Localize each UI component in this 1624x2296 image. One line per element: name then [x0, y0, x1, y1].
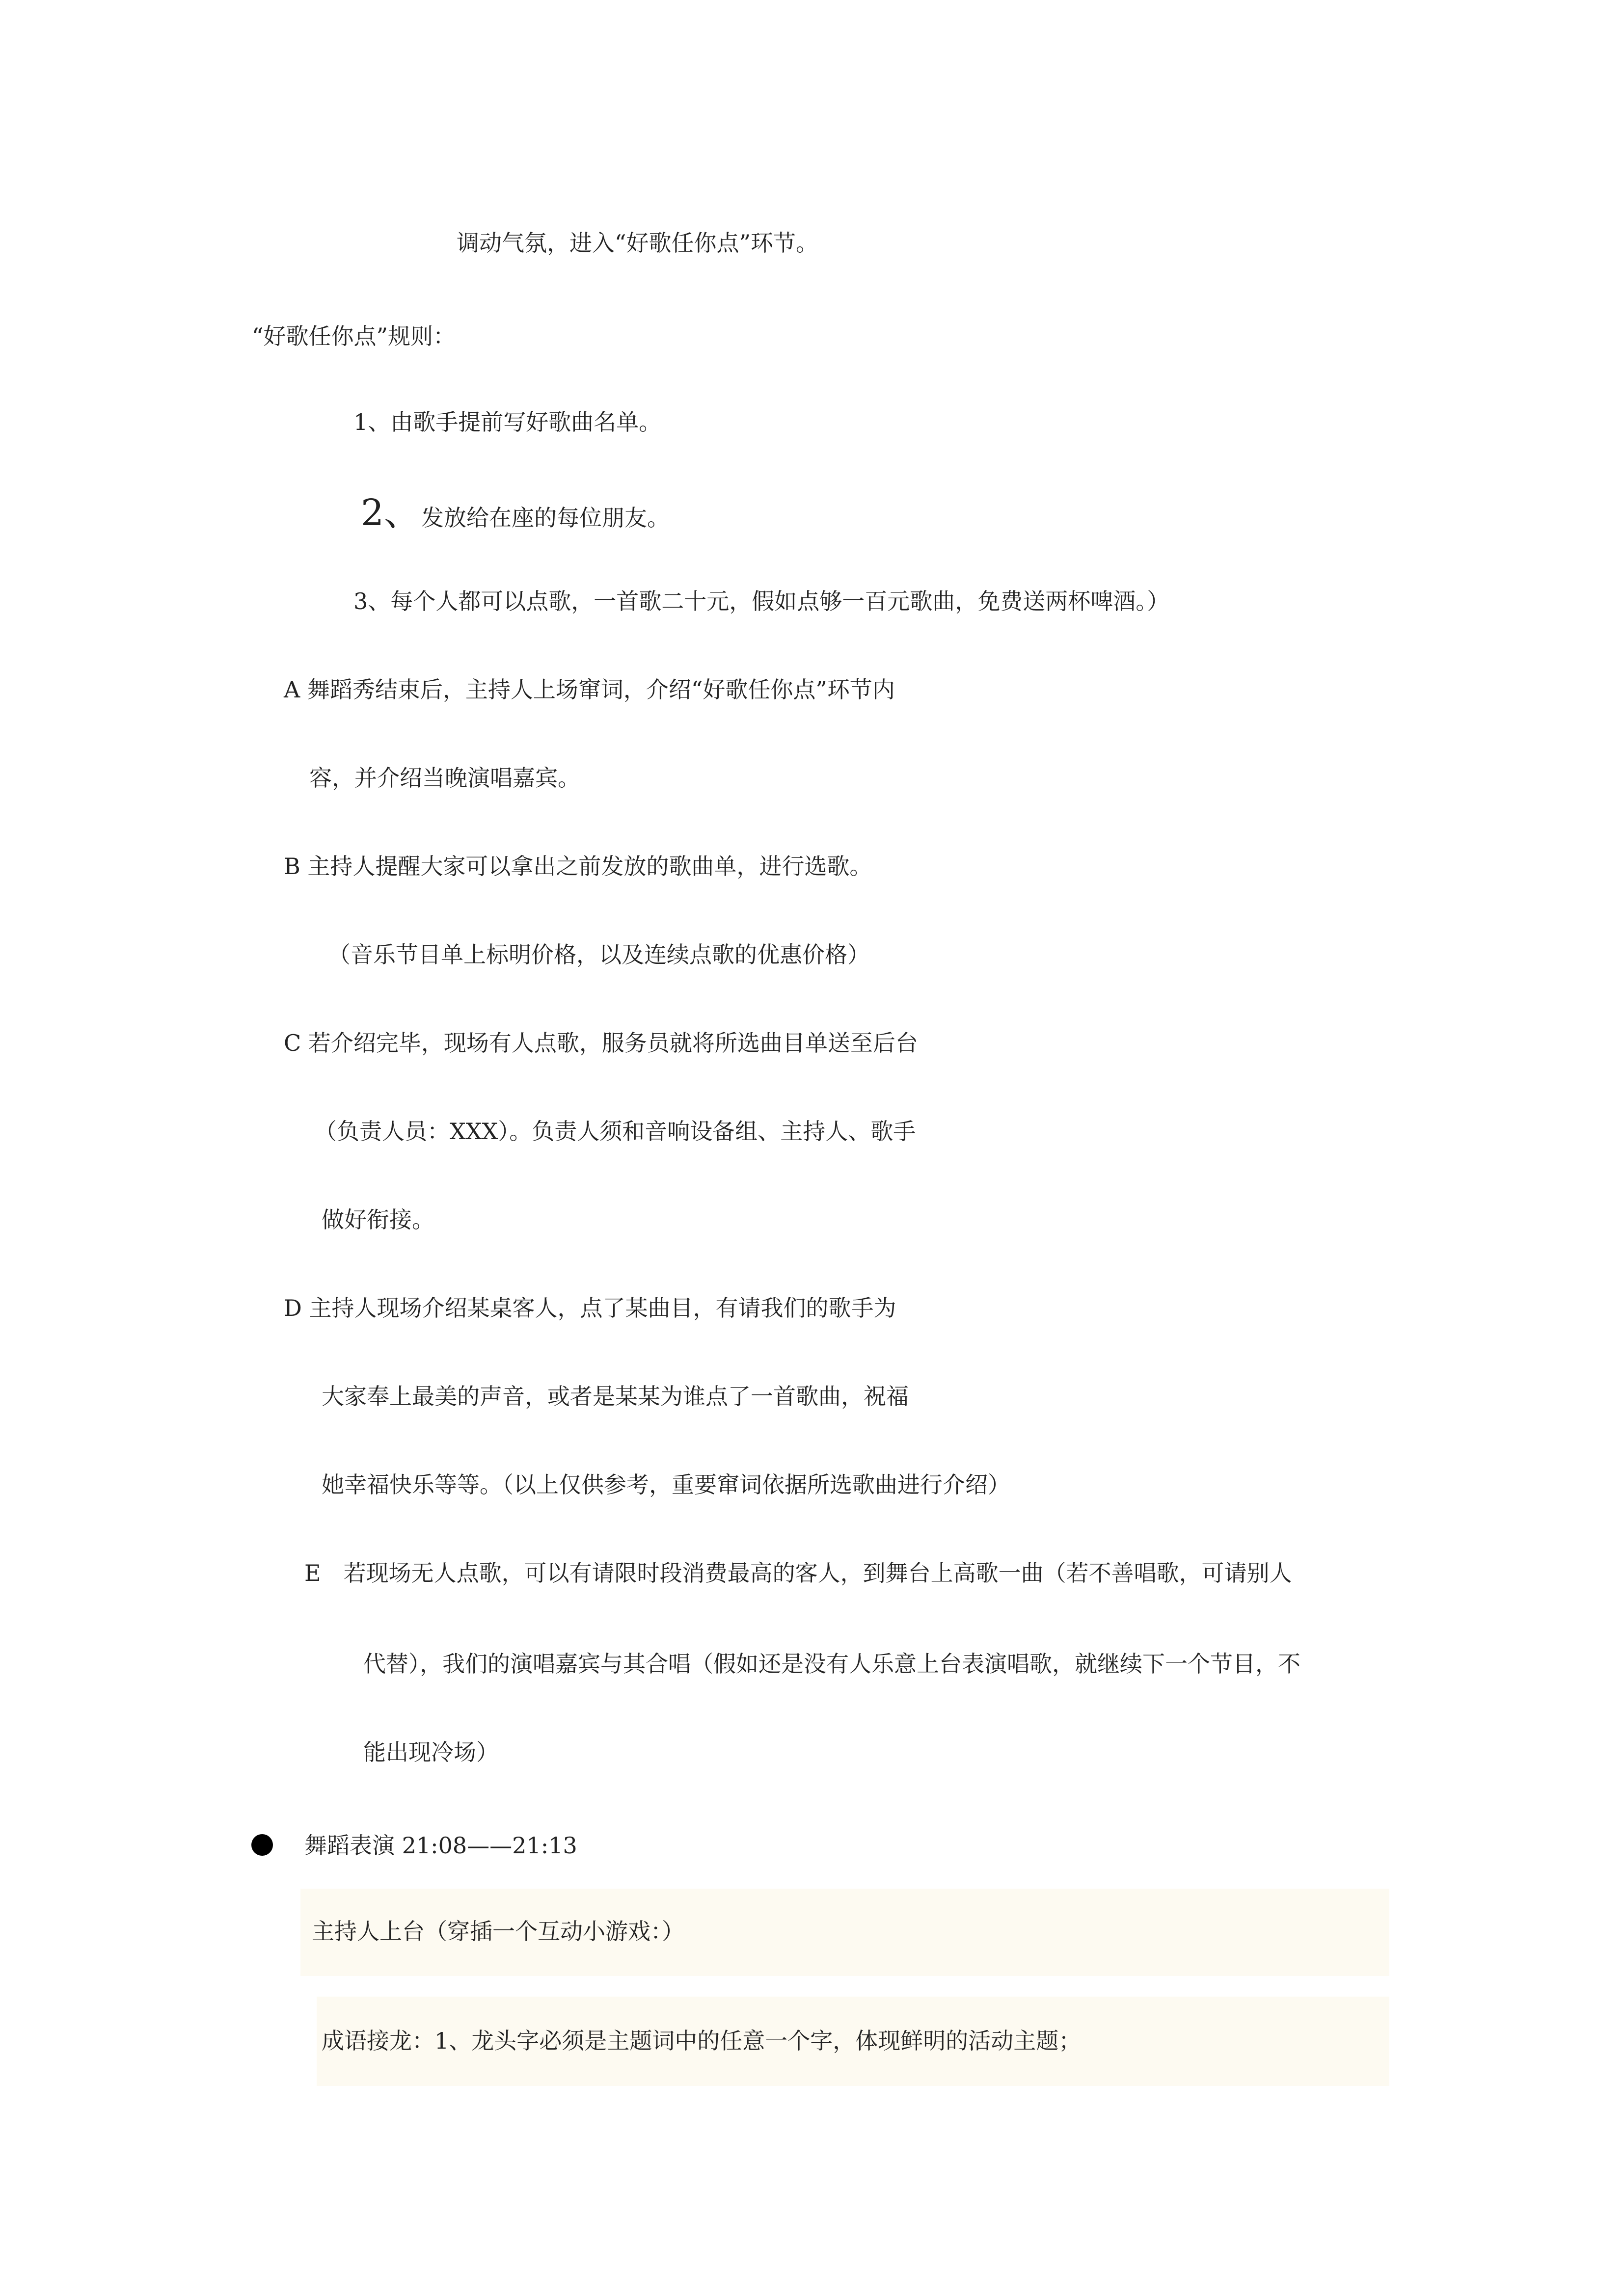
- rules-title: “好歌任你点”规则：: [252, 323, 456, 349]
- rule-item-1: 1、由歌手提前写好歌曲名单。: [353, 409, 662, 435]
- step-c-line-3: 做好衔接。: [322, 1206, 434, 1233]
- step-b-line-2: （音乐节目单上标明价格，以及连续点歌的优惠价格）: [328, 941, 870, 968]
- step-d-line-3: 她幸福快乐等等。（以上仅供参考，重要窜词依据所选歌曲进行介绍）: [322, 1471, 1010, 1498]
- rule-item-2-number: 2、: [361, 492, 421, 534]
- step-e-line-2: 代替），我们的演唱嘉宾与其合唱（假如还是没有人乐意上台表演唱歌，就继续下一个节目，不: [363, 1651, 1300, 1677]
- step-d-line-2: 大家奉上最美的声音，或者是某某为谁点了一首歌曲，祝福: [322, 1383, 909, 1410]
- step-c-line-2: （负责人员：XXX）。负责人须和音响设备组、主持人、歌手: [314, 1118, 916, 1145]
- step-b-line-1: B 主持人提醒大家可以拿出之前发放的歌曲单，进行选歌。: [284, 853, 872, 880]
- bullet-icon: [251, 1834, 273, 1856]
- step-e-line-1: E 若现场无人点歌，可以有请限时段消费最高的客人，到舞台上高歌一曲（若不善唱歌，可请别人: [304, 1560, 1292, 1586]
- step-c-line-1: C 若介绍完毕，现场有人点歌，服务员就将所选曲目单送至后台: [284, 1030, 918, 1056]
- step-a-line-2: 容，并介绍当晚演唱嘉宾。: [309, 765, 580, 791]
- rule-item-3: 3、每个人都可以点歌，一首歌二十元，假如点够一百元歌曲，免费送两杯啤酒。）: [353, 588, 1170, 614]
- step-a-line-1: A 舞蹈秀结束后，主持人上场窜词，介绍“好歌任你点”环节内: [284, 676, 895, 703]
- rule-item-2-text: 发放给在座的每位朋友。: [421, 505, 670, 531]
- host-line: 主持人上台（穿插一个互动小游戏：）: [312, 1918, 684, 1945]
- idiom-line: 成语接龙：1、龙头字必须是主题词中的任意一个字，体现鲜明的活动主题；: [322, 2028, 1082, 2054]
- step-d-line-1: D 主持人现场介绍某桌客人，点了某曲目，有请我们的歌手为: [284, 1295, 896, 1321]
- dance-section-title: 舞蹈表演 21:08——21:13: [304, 1832, 577, 1859]
- intro-line: 调动气氛，进入“好歌任你点”环节。: [457, 230, 819, 256]
- step-e-line-3: 能出现冷场）: [363, 1739, 499, 1765]
